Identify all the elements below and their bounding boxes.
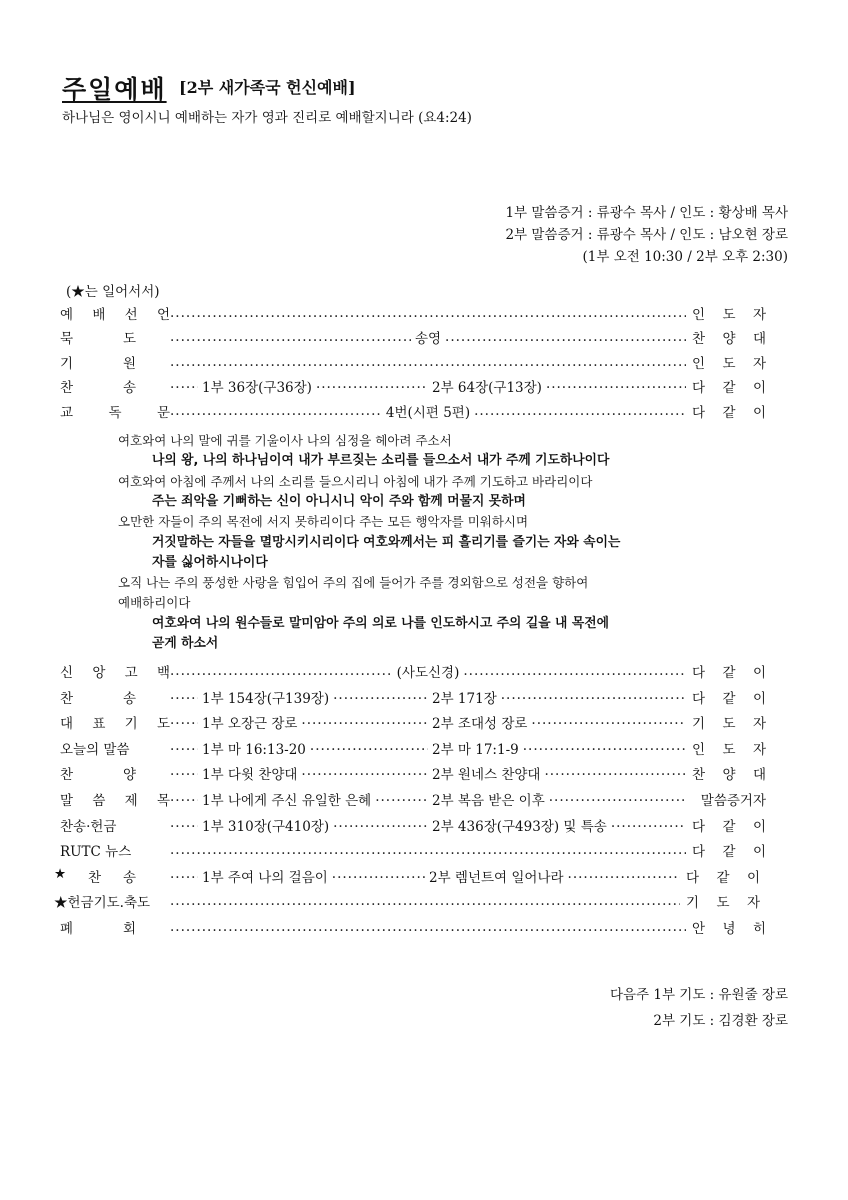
part1-detail: 1부 310장(구410장)	[202, 818, 330, 835]
order-label: 신 앙 고 백	[60, 665, 170, 681]
order-row	[60, 324, 766, 350]
order-label: 교 독 문	[60, 404, 170, 421]
part1-detail: 1부 36장(구36장)	[202, 380, 312, 397]
part1-detail: 1부 마 16:13-20	[202, 741, 306, 758]
preacher-line-1: 1부 말씀증거 : 류광수 목사 / 인도 : 황상배 목사	[505, 205, 788, 221]
order-row	[60, 300, 766, 326]
congregation-response: 거짓말하는 자들을 멸망시키시리이다 여호와께서는 피 흘리기를 즐기는 자와 속이는	[152, 534, 621, 550]
congregation-response: 나의 왕, 나의 하나님이여 내가 부르짖는 소리를 들으소서 내가 주께 기도하나이다	[152, 453, 610, 469]
preacher-info	[505, 202, 788, 268]
part1-detail: 1부 154장(구139장)	[202, 690, 330, 707]
part2-detail: 2부 64장(구13장)	[432, 380, 542, 397]
order-leader: 인 도 자	[692, 355, 766, 372]
order-row	[60, 709, 766, 735]
part1-detail: 1부 나에게 주신 유일한 은혜	[202, 793, 372, 809]
order-row	[60, 914, 766, 940]
order-detail: 송영	[414, 331, 442, 348]
part1-detail: 1부 다윗 찬양대	[202, 767, 298, 784]
leader-reading: 예배하리이다	[118, 595, 191, 611]
leader-reading: 여호와여 나의 말에 귀를 기울이사 나의 심정을 헤아려 주소서	[118, 433, 452, 448]
order-row	[54, 888, 760, 914]
order-leader: 다 같 이	[692, 665, 766, 681]
part2-detail: 2부 원네스 찬양대	[432, 767, 541, 784]
order-leader: 인 도 자	[692, 307, 766, 323]
order-label: 말 씀 제 목	[60, 793, 170, 809]
part2-detail: 2부 436장(구493장) 및 특송	[432, 818, 607, 835]
order-label: RUTC 뉴스	[60, 844, 132, 861]
order-leader: 다 같 이	[692, 690, 766, 707]
order-leader: 인 도 자	[692, 741, 766, 758]
order-row	[54, 863, 760, 889]
stand-note: (★는 일어서서)	[66, 284, 160, 300]
order-label: 대 표 기 도	[60, 716, 170, 733]
order-detail: 4번(시편 5편)	[385, 404, 471, 421]
leader-reading: 오직 나는 주의 풍성한 사랑을 힘입어 주의 집에 들어가 주를 경외함으로 성전을 향하여	[118, 575, 589, 591]
order-leader: 찬 양 대	[692, 331, 766, 348]
order-row	[60, 837, 766, 863]
order-row	[60, 812, 766, 838]
order-row	[60, 786, 766, 812]
order-leader: 말씀증거자	[700, 793, 766, 809]
order-label: 기 원	[60, 355, 136, 372]
part2-detail: 2부 렘넌트여 일어나라	[429, 869, 564, 886]
order-detail: (사도신경)	[396, 665, 460, 681]
leader-reading: 여호와여 아침에 주께서 나의 소리를 들으시리니 아침에 내가 주께 기도하고 바라리이다	[118, 473, 593, 489]
order-leader: 기 도 자	[692, 716, 766, 733]
part1-detail: 1부 오장근 장로	[202, 716, 298, 733]
leader-reading: 오만한 자들이 주의 목전에 서지 못하리이다 주는 모든 행악자를 미워하시며	[118, 514, 529, 530]
order-row	[60, 373, 766, 399]
next-week-line-2: 2부 기도 : 김경환 장로	[653, 1013, 788, 1029]
order-row	[60, 684, 766, 710]
order-leader: 다 같 이	[686, 869, 760, 886]
page-title: 주일예배	[62, 75, 167, 104]
next-week-line-1: 다음주 1부 기도 : 유원줄 장로	[609, 987, 788, 1003]
order-label: 예 배 선 언	[60, 307, 170, 323]
order-label: 묵 도	[60, 331, 136, 348]
congregation-response: 곧게 하소서	[152, 636, 219, 651]
service-time: (1부 오전 10:30 / 2부 오후 2:30)	[582, 249, 788, 265]
order-leader: 다 같 이	[692, 818, 766, 835]
preacher-line-2: 2부 말씀증거 : 류광수 목사 / 인도 : 남오현 장로	[505, 227, 788, 243]
order-row	[60, 735, 766, 761]
order-label: ★ 찬 송	[54, 865, 136, 886]
order-label: 찬송·헌금	[60, 818, 117, 835]
part1-detail: 1부 주여 나의 걸음이	[202, 869, 328, 886]
order-label: 오늘의 말씀	[60, 741, 130, 758]
order-leader: 기 도 자	[686, 895, 760, 912]
order-label: ★헌금기도.축도	[54, 895, 151, 912]
order-label: 찬 송	[60, 380, 136, 397]
order-row	[60, 658, 766, 684]
order-label: 찬 양	[60, 767, 136, 784]
order-label: 찬 송	[60, 690, 136, 707]
order-row	[60, 760, 766, 786]
congregation-response: 자를 싫어하시나이다	[152, 554, 268, 570]
order-leader: 안 녕 히	[692, 921, 766, 937]
part2-detail: 2부 171장	[432, 690, 497, 707]
part2-detail: 2부 복음 받은 이후	[432, 793, 545, 809]
order-leader: 다 같 이	[692, 380, 766, 397]
order-row	[60, 398, 766, 424]
order-leader: 다 같 이	[692, 404, 766, 421]
order-row	[60, 349, 766, 375]
part2-detail: 2부 마 17:1-9	[432, 741, 519, 758]
congregation-response: 주는 죄악을 기뻐하는 신이 아니시니 악이 주와 함께 머물지 못하며	[152, 493, 526, 509]
verse-text: 하나님은 영이시니 예배하는 자가 영과 진리로 예배할지니라 (요4:24)	[62, 110, 472, 126]
order-leader: 다 같 이	[692, 844, 766, 861]
order-label: 폐 회	[60, 921, 136, 937]
congregation-response: 여호와여 나의 원수들로 말미암아 주의 의로 나를 인도하시고 주의 길을 내 목전에	[152, 615, 609, 631]
order-leader: 찬 양 대	[692, 767, 766, 784]
next-week-prayer	[610, 982, 788, 1034]
part2-detail: 2부 조대성 장로	[432, 716, 528, 733]
page-subtitle: [2부 새가족국 헌신예배]	[179, 78, 356, 97]
